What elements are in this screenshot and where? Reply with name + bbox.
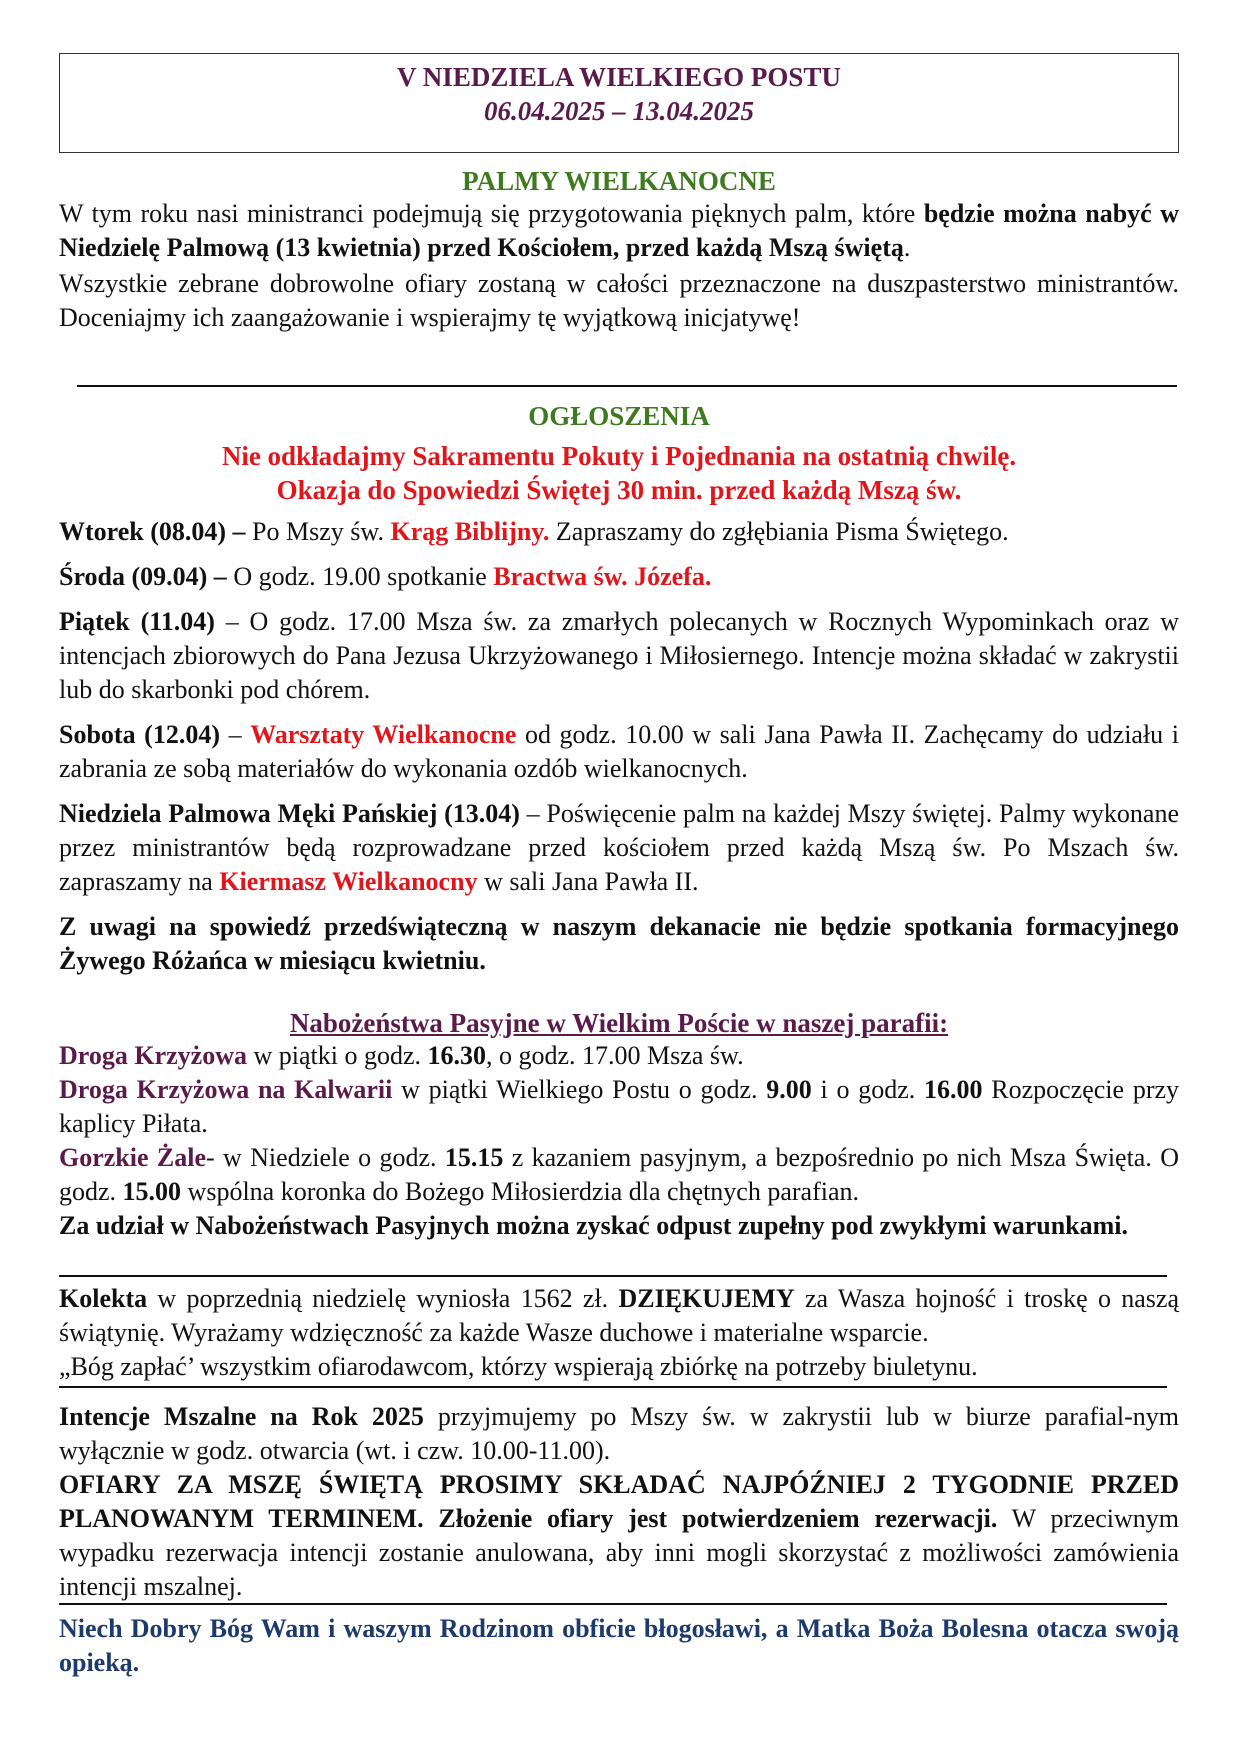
ogloszenia-section bbox=[59, 399, 1179, 978]
kalwaria-line bbox=[59, 1073, 1179, 1141]
intencje-warning: OFIARY ZA MSZĘ ŚWIĘTĄ PROSIMY SKŁADAĆ NAJPÓŹNIEJ 2 TYGODNIE PRZED PLANOWANYM TERMINEM. Złożenie ofiary jest potwierdzeniem rezerwacji. bbox=[59, 1470, 1179, 1533]
announcement-text: Po Mszy św. bbox=[245, 517, 391, 546]
divider-3 bbox=[59, 1386, 1167, 1388]
kolekta-label: Kolekta bbox=[59, 1284, 148, 1313]
announcement-day: Piątek (11.04) bbox=[59, 607, 215, 636]
kolekta-text: w poprzednią niedzielę wyniosła 1562 zł. bbox=[147, 1284, 619, 1313]
palmy-heading: PALMY WIELKANOCNE bbox=[462, 166, 776, 196]
rozaniec-note: Z uwagi na spowiedź przedświąteczną w naszym dekanacie nie będzie spotkania formacyjnego Żywego Różańca w miesiącu kwietniu. bbox=[59, 912, 1179, 975]
announcement-highlight: Bractwa św. Józefa. bbox=[493, 562, 712, 591]
announcement-item bbox=[59, 797, 1179, 899]
zale-text: - w Niedziele o godz. bbox=[206, 1143, 445, 1172]
zale-text: wspólna koronka do Bożego Miłosierdzia dla chętnych parafian. bbox=[181, 1177, 860, 1206]
kalwaria-text: i o godz. bbox=[811, 1075, 925, 1104]
kalwaria-time: 9.00 bbox=[766, 1075, 812, 1104]
kalwaria-label: Droga Krzyżowa na Kalwarii bbox=[59, 1075, 393, 1104]
kalwaria-time: 16.00 bbox=[924, 1075, 983, 1104]
announcement-text: od godz. 10.00 w sali Jana Pawła II. Zachęcamy do udziału i zabrania ze sobą materiałów do wykonania ozdób wielkanocnych. bbox=[59, 720, 1179, 783]
pasyjne-section bbox=[59, 1007, 1179, 1243]
palmy-paragraph-1 bbox=[59, 197, 1179, 265]
droga-krzyzowa-line bbox=[59, 1039, 1179, 1073]
title-box bbox=[59, 53, 1179, 153]
intencje-text: przyjmujemy po Mszy św. w zakrystii lub w biurze parafial-nym wyłącznie w godz. otwarcia (wt. i czw. 10.00-11.00). bbox=[59, 1402, 1180, 1465]
gorzkie-zale-label: Gorzkie Żale bbox=[59, 1143, 206, 1172]
confession-alert-line-2: Okazja do Spowiedzi Świętej 30 min. przed każdą Mszą św. bbox=[276, 475, 962, 505]
kolekta-paragraph bbox=[59, 1282, 1179, 1350]
announcement-text: O godz. 19.00 spotkanie bbox=[226, 562, 494, 591]
palmy-text-bold: będzie można nabyć w Niedzielę Palmową (13 kwietnia) przed Kościołem, przed każdą Mszą świętą bbox=[59, 199, 1179, 262]
announcement-text: Zapraszamy do zgłębiania Pisma Świętego. bbox=[549, 517, 1009, 546]
announcement-text: – O godz. 17.00 Msza św. za zmarłych polecanych w Rocznych Wypominkach oraz w intencjach zbiorowych do Pana Jezusa Ukrzyżowanego i Miłosiernego. Intencje można składać w zakrystii lub do skarbonki pod chórem. bbox=[59, 607, 1179, 704]
kolekta-thanks: DZIĘKUJEMY bbox=[618, 1284, 795, 1313]
kolekta-biuletyn: „Bóg zapłać’ wszystkim ofiarodawcom, którzy wspierają zbiórkę na potrzeby biuletynu. bbox=[59, 1352, 978, 1381]
announcement-item bbox=[59, 515, 1179, 549]
pasyjne-heading: Nabożeństwa Pasyjne w Wielkim Poście w naszej parafii: bbox=[289, 1008, 949, 1038]
announcement-highlight: Krąg Biblijny. bbox=[390, 517, 550, 546]
palmy-section bbox=[59, 165, 1179, 335]
intencje-paragraph-2 bbox=[59, 1468, 1179, 1604]
gorzkie-zale-line bbox=[59, 1141, 1179, 1209]
kalwaria-text: Rozpoczęcie przy kaplicy Piłata. bbox=[59, 1075, 1180, 1138]
intencje-label: Intencje Mszalne na Rok 2025 bbox=[59, 1402, 424, 1431]
droga-text: w piątki o godz. bbox=[246, 1041, 428, 1070]
page-title: V NIEDZIELA WIELKIEGO POSTU bbox=[397, 62, 841, 92]
announcement-day: Sobota (12.04) bbox=[59, 720, 220, 749]
announcement-day: Środa (09.04) – bbox=[59, 562, 227, 591]
announcement-highlight: Kiermasz Wielkanocny bbox=[219, 867, 478, 896]
kalwaria-text: w piątki Wielkiego Postu o godz. bbox=[392, 1075, 767, 1104]
kolekta-section bbox=[59, 1282, 1179, 1384]
announcement-item bbox=[59, 718, 1179, 786]
intencje-section bbox=[59, 1400, 1179, 1604]
droga-krzyzowa-label: Droga Krzyżowa bbox=[59, 1041, 247, 1070]
announcement-text: – bbox=[220, 720, 251, 749]
palmy-text-a: W tym roku nasi ministranci podejmują się przygotowania pięknych palm, które bbox=[59, 199, 924, 228]
divider-1 bbox=[77, 385, 1177, 387]
announcement-day: Niedziela Palmowa Męki Pańskiej (13.04) bbox=[59, 799, 520, 828]
droga-text: , o godz. 17.00 Msza św. bbox=[486, 1041, 744, 1070]
blessing: Niech Dobry Bóg Wam i waszym Rodzinom obficie błogosławi, a Matka Boża Bolesna otacza swoją opieką. bbox=[59, 1614, 1179, 1677]
announcement-item bbox=[59, 560, 1179, 594]
date-range: 06.04.2025 – 13.04.2025 bbox=[484, 96, 754, 126]
intencje-text: W przeciwnym wypadku rezerwacja intencji zostanie anulowana, aby inni mogli skorzystać z możliwości zamówienia intencji mszalnej. bbox=[59, 1504, 1180, 1601]
kolekta-text: za Wasza hojność i troskę o naszą świątynię. Wyrażamy wdzięczność za każde Wasze duchowe i materialne wsparcie. bbox=[59, 1284, 1179, 1347]
divider-2 bbox=[59, 1275, 1167, 1277]
divider-4 bbox=[59, 1603, 1167, 1605]
confession-alert-line-1: Nie odkładajmy Sakramentu Pokuty i Pojednania na ostatnią chwilę. bbox=[221, 441, 1017, 471]
announcement-highlight: Warsztaty Wielkanocne bbox=[250, 720, 517, 749]
zale-time: 15.15 bbox=[444, 1143, 504, 1172]
announcement-text: w sali Jana Pawła II. bbox=[477, 867, 699, 896]
announcement-day: Wtorek (08.04) – bbox=[59, 517, 246, 546]
announcement-item bbox=[59, 605, 1179, 707]
ogloszenia-heading: OGŁOSZENIA bbox=[528, 401, 710, 431]
zale-time: 15.00 bbox=[122, 1177, 182, 1206]
odpust-note: Za udział w Nabożeństwach Pasyjnych można zyskać odpust zupełny pod zwykłymi warunkami. bbox=[59, 1211, 1129, 1240]
palmy-text-c: . bbox=[903, 233, 911, 262]
palmy-paragraph-2: Wszystkie zebrane dobrowolne ofiary zostaną w całości przeznaczone na duszpasterstwo ministrantów. Doceniajmy ich zaangażowanie i wspierajmy tę wyjątkową inicjatywę! bbox=[59, 269, 1179, 332]
zale-text: z kazaniem pasyjnym, a bezpośrednio po nich Msza Święta. O godz. bbox=[59, 1143, 1179, 1206]
intencje-paragraph bbox=[59, 1400, 1179, 1468]
droga-time: 16.30 bbox=[427, 1041, 486, 1070]
announcement-text: – Poświęcenie palm na każdej Mszy świętej. Palmy wykonane przez ministrantów będą rozprowadzane przed kościołem przed każdą Mszą św. Po Mszach św. zapraszamy na bbox=[59, 799, 1179, 896]
